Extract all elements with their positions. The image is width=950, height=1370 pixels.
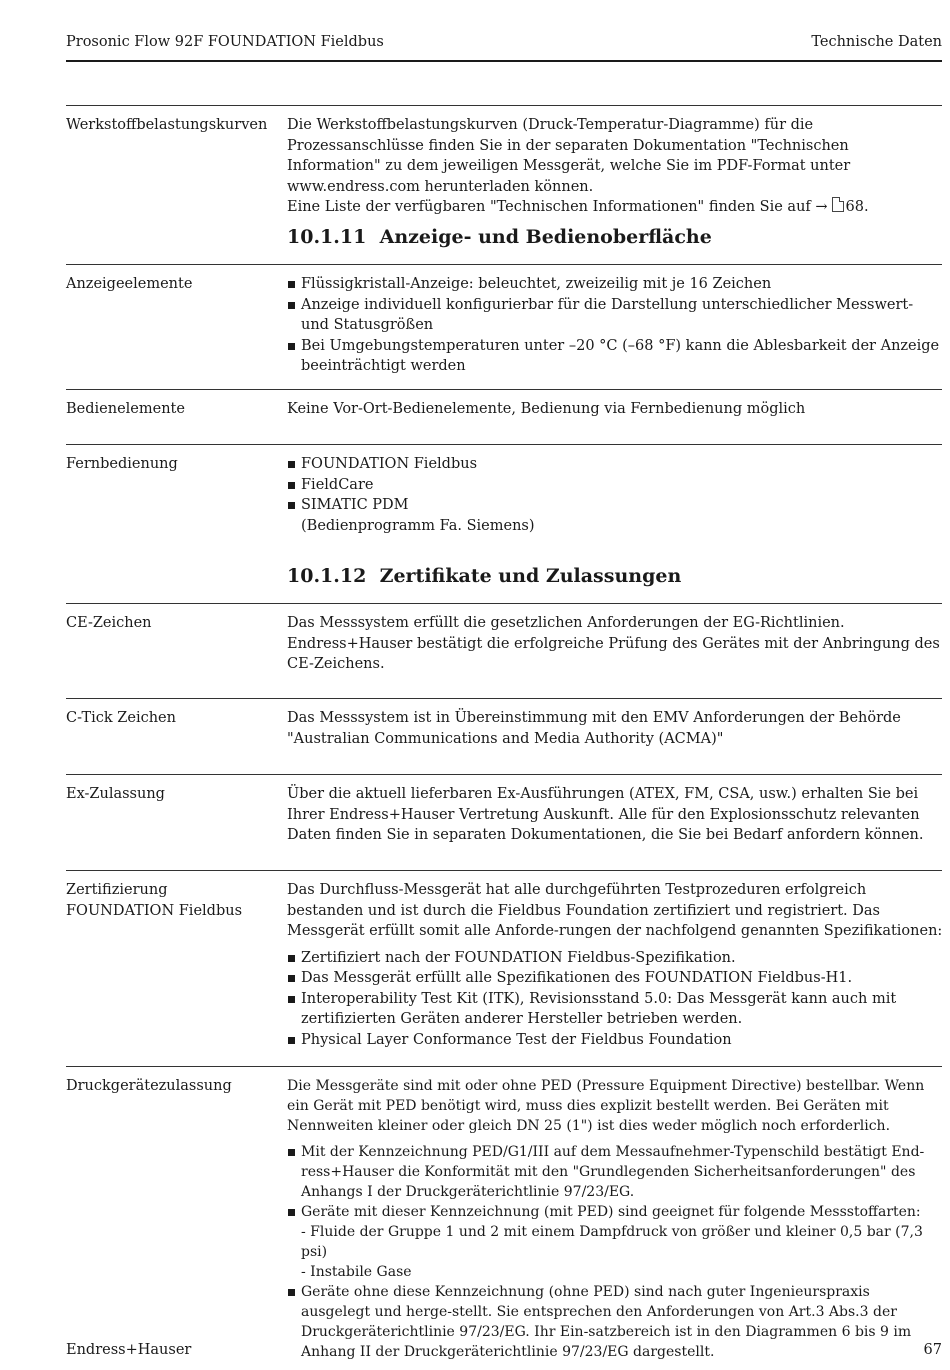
- divider: [66, 389, 942, 390]
- divider: [66, 1066, 942, 1067]
- druck-text: Die Messgeräte sind mit oder ohne PED (Pressure Equipment Directive) bestellbar. Wenn ein Gerät mit PED benötigt wird, muss dies explizit bestellt werden. Bei Geräten mit Nennweiten kleiner oder gleich DN 25 (1") ist dies weder möglich noch erforderlich.: [287, 1078, 925, 1134]
- row-content-ctick: Das Messsystem ist in Übereinstimmung mit den EMV Anforderungen der Behörde "Australian Communications and Media Authority (ACMA)": [287, 710, 901, 747]
- row-content-werkstoff: [287, 115, 943, 218]
- row-content-fern: [287, 454, 943, 536]
- row-label-fern: Fernbedienung: [66, 456, 178, 472]
- list-item-text: SIMATIC PDM: [301, 497, 409, 513]
- ce-line2: Endress+Hauser bestätigt die erfolgreiche Prüfung des Gerätes mit der Anbringung des CE-Zeichens.: [287, 635, 940, 672]
- page-icon: [832, 197, 844, 212]
- arrow-icon: →: [815, 199, 828, 215]
- row-content-anzeige: [287, 274, 943, 377]
- list-item: Anzeige individuell konfigurierbar für die Darstellung unterschiedlicher Messwert- und Statusgrößen: [287, 295, 943, 336]
- row-label-ctick: C-Tick Zeichen: [66, 710, 176, 726]
- ce-line1: Das Messsystem erfüllt die gesetzlichen Anforderungen der EG-Richtlinien.: [287, 615, 845, 631]
- list-item: Bei Umgebungstemperaturen unter –20 °C (–68 °F) kann die Ablesbarkeit der Anzeige beeinträchtigt werden: [287, 336, 943, 377]
- list-item: [287, 1202, 943, 1282]
- zert-text: Das Durchfluss-Messgerät hat alle durchgeführten Testprozeduren erfolgreich bestanden und ist durch die Fieldbus Foundation zertifiziert und registriert. Das Messgerät erfüllt somit alle Anforde-rungen der nachfolgend genannten Spezifikationen:: [287, 882, 943, 939]
- list-item: Flüssigkristall-Anzeige: beleuchtet, zweizeilig mit je 16 Zeichen: [287, 274, 943, 295]
- row-label-druck: Druckgerätezulassung: [66, 1078, 232, 1094]
- werkstoff-text: Die Werkstoffbelastungskurven (Druck-Temperatur-Diagramme) für die Prozessanschlüsse finden Sie in der separaten Dokumentation "Technischen Information" zu dem jeweiligen Messgerät, welche Sie im PDF-Format unter www.endress.com herunterladen können.: [287, 117, 851, 195]
- label-line: FOUNDATION Fieldbus: [66, 902, 243, 919]
- section-number: 10.1.12: [287, 565, 367, 587]
- row-content-ce: [287, 613, 943, 675]
- section-number: 10.1.11: [287, 226, 367, 248]
- footer-company: Endress+Hauser: [66, 1342, 192, 1358]
- divider: [66, 774, 942, 775]
- header-title: Prosonic Flow 92F FOUNDATION Fieldbus: [66, 34, 384, 50]
- page-ref-link[interactable]: 68.: [845, 199, 869, 215]
- row-label-bedien: Bedienelemente: [66, 401, 185, 417]
- list-item: FOUNDATION Fieldbus: [287, 454, 943, 475]
- section-title: Anzeige- und Bedienoberfläche: [379, 226, 712, 248]
- divider: [66, 698, 942, 699]
- list-item: Physical Layer Conformance Test der Fieldbus Foundation: [287, 1030, 943, 1051]
- list-item: [287, 495, 943, 536]
- row-label-werkstoff: Werkstoffbelastungskurven: [66, 117, 268, 133]
- list-item: Mit der Kennzeichnung PED/G1/III auf dem Messaufnehmer-Typenschild bestätigt End-ress+Hauser die Konformität mit den "Grundlegenden Sicherheitsanforderungen" des Anhangs I der Druckgeräterichtlinie 97/23/EG.: [287, 1142, 943, 1202]
- list-item: Das Messgerät erfüllt alle Spezifikationen des FOUNDATION Fieldbus-H1.: [287, 968, 943, 989]
- row-content-bedien: Keine Vor-Ort-Bedienelemente, Bedienung via Fernbedienung möglich: [287, 401, 806, 417]
- sub-list-item: - Instabile Gase: [301, 1264, 412, 1280]
- list-item: Interoperability Test Kit (ITK), Revisionsstand 5.0: Das Messgerät kann auch mit zertifizierten Geräten anderer Hersteller betrieben werden.: [287, 989, 943, 1030]
- row-content-ex: Über die aktuell lieferbaren Ex-Ausführungen (ATEX, FM, CSA, usw.) erhalten Sie bei Ihrer Endress+Hauser Vertretung Auskunft. Alle für den Explosionsschutz relevanten Daten finden Sie in separaten Dokumentationen, die Sie bei Bedarf anfordern können.: [287, 786, 924, 843]
- list-item-text: Geräte mit dieser Kennzeichnung (mit PED) sind geeignet für folgende Messstoffarten:: [301, 1204, 921, 1220]
- header-rule: [66, 60, 942, 62]
- row-label-ex: Ex-Zulassung: [66, 786, 165, 802]
- label-line: Zertifizierung: [66, 882, 168, 898]
- divider: [66, 870, 942, 871]
- row-label-zert: [66, 880, 276, 921]
- list-item: FieldCare: [287, 475, 943, 496]
- sub-list-item: - Fluide der Gruppe 1 und 2 mit einem Dampfdruck von größer und kleiner 0,5 bar (7,3 psi): [301, 1224, 923, 1260]
- werkstoff-text2-prefix: Eine Liste der verfügbaren "Technischen Informationen" finden Sie auf: [287, 199, 811, 215]
- divider: [66, 105, 942, 106]
- list-item-sub: (Bedienprogramm Fa. Siemens): [301, 517, 535, 534]
- divider: [66, 264, 942, 265]
- section-title: Zertifikate und Zulassungen: [379, 565, 682, 587]
- divider: [66, 603, 942, 604]
- page-number: 67: [923, 1342, 942, 1358]
- section-heading-1012: [287, 565, 681, 587]
- divider: [66, 444, 942, 445]
- section-heading-1011: [287, 226, 712, 248]
- row-label-ce: CE-Zeichen: [66, 615, 152, 631]
- header-section: Technische Daten: [811, 34, 942, 50]
- list-item: Zertifiziert nach der FOUNDATION Fieldbus-Spezifikation.: [287, 948, 943, 969]
- werkstoff-text2: [287, 197, 943, 218]
- row-label-anzeige: Anzeigeelemente: [66, 276, 193, 292]
- list-item: Geräte ohne diese Kennzeichnung (ohne PED) sind nach guter Ingenieurspraxis ausgelegt und herge-stellt. Sie entsprechen den Anforderungen von Art.3 Abs.3 der Druckgeräterichtlinie 97/23/EG. Ihr Ein-satzbereich ist in den Diagrammen 6 bis 9 im Anhang II der Druckgeräterichtlinie 97/23/EG dargestellt.: [287, 1282, 943, 1362]
- row-content-druck: [287, 1076, 943, 1362]
- row-content-zert: [287, 880, 943, 1050]
